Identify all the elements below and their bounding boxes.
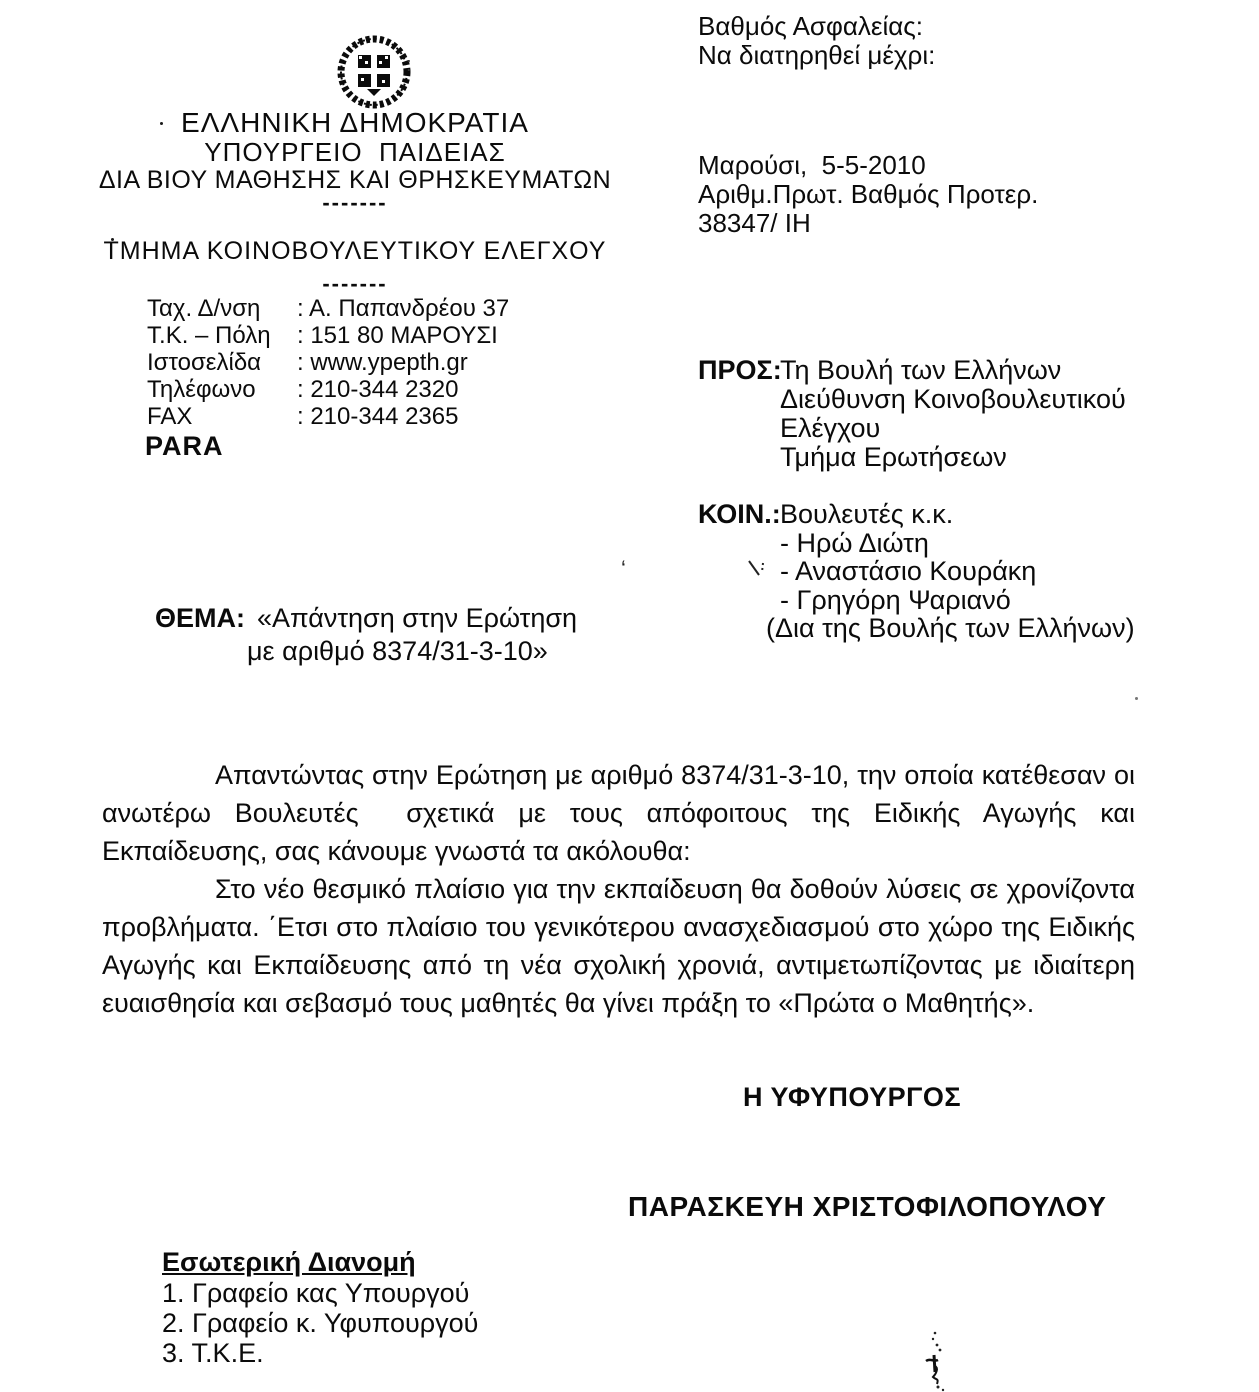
cc-item: - Αναστάσιο Κουράκη [780, 556, 1037, 586]
protocol-block [698, 151, 1038, 238]
letterhead-divider: ------- [322, 190, 388, 215]
contact-label: FAX [147, 403, 193, 430]
scan-artifact-dot [1135, 697, 1138, 700]
subject-text1: «Απάντηση στην Ερώτηση [257, 603, 578, 633]
letterhead [55, 107, 655, 296]
contact-label: Ιστοσελίδα [147, 349, 262, 376]
cc-lines [766, 499, 1135, 643]
recipients-to-block [698, 356, 1126, 472]
distribution-item: 3. Τ.Κ.Ε. [162, 1338, 264, 1368]
cc-item: - Ηρώ Διώτη [780, 527, 929, 558]
signature-name: ΠΑΡΑΣΚΕΥΗ ΧΡΙΣΤΟΦΙΛΟΠΟΥΛΟΥ [628, 1191, 1107, 1222]
body-paragraph-2: Στο νέο θεσμικό πλαίσιο για την εκπαίδευση θα δοθούν λύσεις σε χρονίζοντα προβλήματα. ΄Ετσι στο πλαίσιο του γενικότερου ανασχεδιασμού στο χώρο της Ειδικής Αγωγής και Εκπαίδευσης από τη νέα σχολική χρονιά, αντιμετωπίζοντας με ιδιαίτερη ευαισθησία και σεβασμό τους μαθητές θα γίνει πράξη το «Πρώτα ο Μαθητής». [102, 874, 1143, 1018]
scan-artifact-apostrophe: ‘ [621, 556, 626, 581]
security-retain-label: Να διατηρηθεί μέχρι: [698, 40, 936, 70]
distribution-items [162, 1278, 478, 1368]
contact-label: Τ.Κ. – Πόλη [147, 322, 271, 349]
letterhead-ministry-line1: ΥΠΟΥΡΓΕΙΟ ΠΑΙΔΕΙΑΣ [204, 137, 506, 167]
to-line: Ελέγχου [780, 413, 881, 443]
contact-row-phone [147, 376, 509, 403]
letterhead-republic: ΕΛΛΗΝΙΚΗ ΔΗΜΟΚΡΑΤΙΑ [181, 107, 529, 138]
contact-value: : 210-344 2320 [297, 376, 459, 403]
body-paragraph-1: Απαντώντας στην Ερώτηση με αριθμό 8374/31-3-10, την οποία κατέθεσαν οι ανωτέρω Βουλευτές σχετικά με τους απόφοιτους της Ειδικής Αγωγής και Εκπαίδευσης, σας κάνουμε γνωστά τα ακόλουθα: [102, 760, 1143, 866]
contact-label: Ταχ. Δ/νση [147, 295, 261, 322]
subject-line1 [155, 602, 577, 635]
contact-value: : 210-344 2365 [297, 403, 459, 430]
to-line: Διεύθυνση Κοινοβουλευτικού [780, 384, 1126, 414]
signature-title: Η ΥΦΥΠΟΥΡΓΟΣ [743, 1082, 962, 1112]
para-stamp: PARA [145, 431, 224, 461]
contact-row-fax [147, 403, 509, 430]
scan-artifact-ink-mark [918, 1328, 954, 1392]
subject-label: ΘΕΜΑ: [155, 603, 245, 633]
greek-coat-of-arms-icon [334, 34, 416, 116]
scan-artifact-colon: : [406, 54, 412, 76]
cc-item: - Γρηγόρη Ψαριανό [780, 584, 1011, 615]
subject-line2: με αριθμό 8374/31-3-10» [247, 636, 548, 666]
distribution-item: 2. Γραφείο κ. Υφυπουργού [162, 1308, 479, 1338]
letterhead-department: ΤΜΗΜΑ ΚΟΙΝΟΒΟΥΛΕΥΤΙΚΟΥ ΕΛΕΓΧΟΥ [103, 237, 607, 265]
letterhead-divider2: ------- [322, 271, 388, 296]
letter-body [102, 756, 1143, 1022]
contact-value: : 151 80 ΜΑΡΟΥΣΙ [297, 322, 498, 349]
security-block [698, 12, 935, 70]
place-date: Μαρούσι, 5-5-2010 [698, 150, 926, 180]
distribution-item: 1. Γραφείο κας Υπουργού [162, 1278, 470, 1308]
contact-row-address [147, 295, 509, 322]
cc-label: ΚΟΙΝ.: [698, 499, 781, 529]
to-line: Τμήμα Ερωτήσεων [780, 442, 1007, 472]
contact-row-website [147, 349, 509, 376]
contact-value: : www.ypepth.gr [297, 349, 468, 376]
internal-distribution [162, 1246, 478, 1368]
letterhead-ministry-line2: ΔΙΑ ΒΙΟΥ ΜΑΘΗΣΗΣ ΚΑΙ ΘΡΗΣΚΕΥΜΑΤΩΝ [98, 166, 612, 194]
protocol-label: Αριθμ.Πρωτ. Βαθμός Προτερ. [698, 179, 1039, 209]
cc-first: Βουλευτές κ.κ. [780, 499, 954, 529]
contact-details [147, 295, 509, 430]
security-classification-label: Βαθμός Ασφαλείας: [698, 11, 924, 41]
contact-value: : Α. Παπανδρέου 37 [297, 295, 510, 322]
to-line: Τη Βουλή των Ελλήνων [780, 355, 1062, 385]
distribution-heading: Εσωτερική Διανομή [162, 1247, 416, 1277]
subject-block [155, 602, 577, 668]
to-label: ΠΡΟΣ: [698, 355, 782, 385]
contact-row-postcode [147, 322, 509, 349]
handwritten-checkmark-artifact [746, 558, 774, 582]
protocol-number: 38347/ ΙΗ [698, 208, 811, 238]
contact-label: Τηλέφωνο [147, 376, 256, 403]
to-lines [780, 356, 1126, 472]
cc-via-line: (Δια της Βουλής των Ελλήνων) [766, 613, 1135, 643]
